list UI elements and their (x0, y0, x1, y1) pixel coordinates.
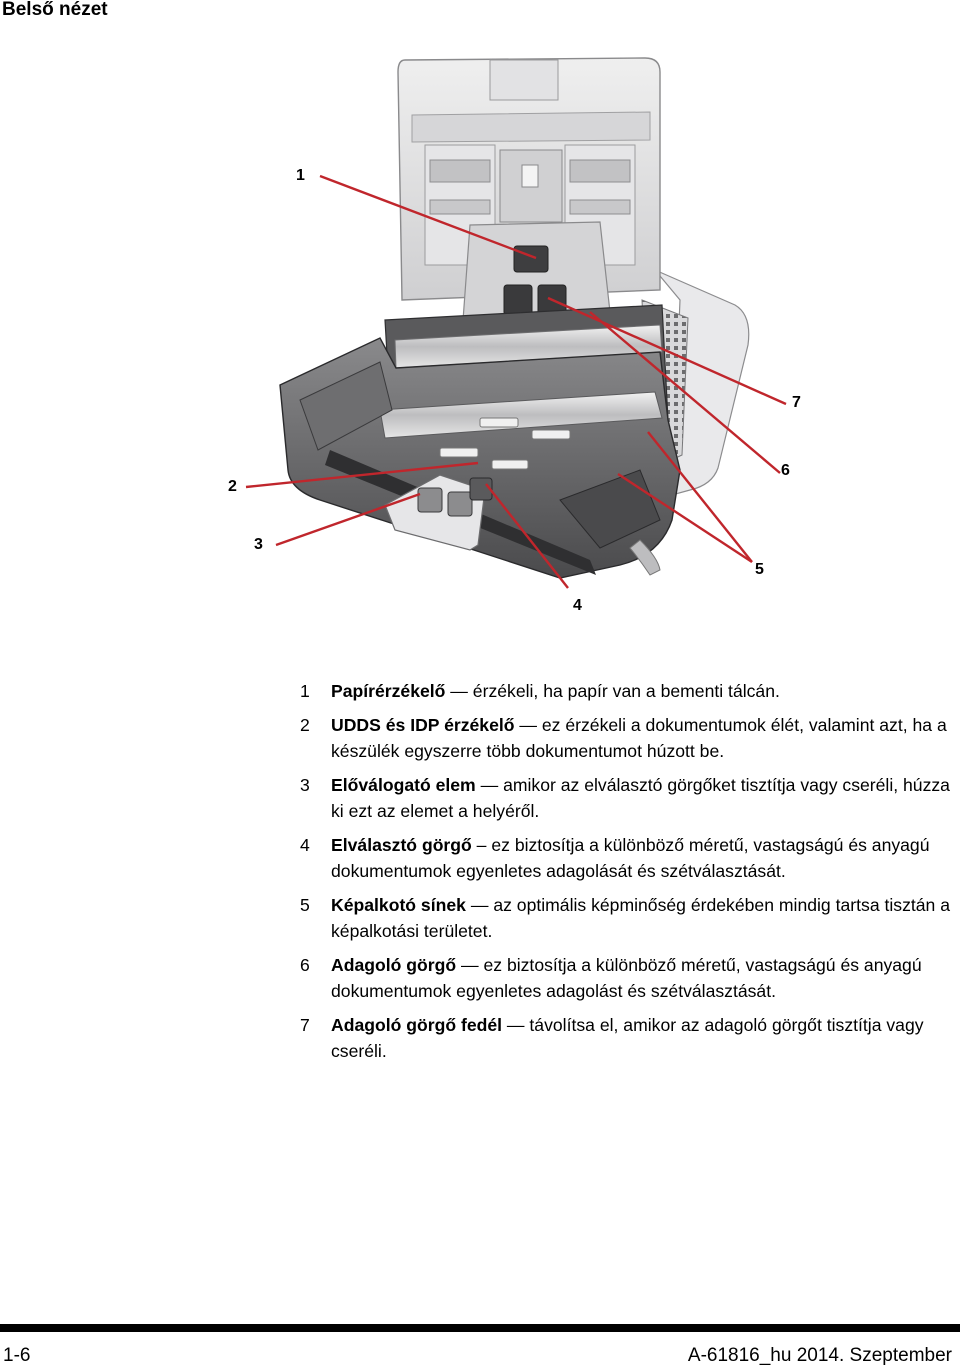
legend-description: távolítsa el, amikor az adagoló görgőt tisztítja vagy cseréli. (331, 1015, 924, 1061)
component-legend (300, 678, 950, 1072)
legend-separator: — (465, 895, 494, 915)
legend-item (300, 772, 950, 824)
callout-7: 7 (792, 394, 801, 411)
legend-separator: — (475, 775, 504, 795)
legend-number: 4 (300, 835, 310, 855)
footer-document-id: A-61816_hu 2014. Szeptember (687, 1345, 952, 1366)
legend-number: 5 (300, 895, 310, 915)
legend-term: UDDS és IDP érzékelő (331, 715, 515, 735)
legend-separator: — (456, 955, 484, 975)
legend-item (300, 678, 950, 704)
legend-description: amikor az elválasztó görgőket tisztítja vagy cseréli, húzza ki ezt az elemet a helyéről. (331, 775, 950, 821)
legend-item (300, 892, 950, 944)
legend-number: 3 (300, 775, 310, 795)
legend-number: 6 (300, 955, 310, 975)
scanner-base (280, 305, 680, 578)
legend-item (300, 952, 950, 1004)
legend-description: az optimális képminőség érdekében mindig tartsa tisztán a képalkotási területet. (331, 895, 951, 941)
legend-term: Papírérzékelő (331, 681, 446, 701)
legend-number: 2 (300, 715, 310, 735)
legend-separator: — (514, 715, 542, 735)
legend-term: Adagoló görgő (331, 955, 457, 975)
legend-description: ez biztosítja a különböző méretű, vastagságú és anyagú dokumentumok egyenletes adagolást és szétválasztását. (331, 955, 922, 1001)
legend-description: ez biztosítja a különböző méretű, vastagságú és anyagú dokumentumok egyenletes adagolását és szétválasztását. (331, 835, 930, 881)
legend-description: érzékeli, ha papír van a bementi tálcán. (472, 681, 780, 701)
legend-separator: — (502, 1015, 530, 1035)
legend-term: Adagoló görgő fedél (331, 1015, 503, 1035)
legend-term: Elválasztó görgő (331, 835, 472, 855)
callout-5: 5 (755, 561, 764, 578)
legend-term: Előválogató elem (331, 775, 476, 795)
section-title: Belső nézet (2, 0, 108, 20)
callout-1: 1 (296, 167, 305, 184)
legend-separator: – (471, 835, 492, 855)
legend-description: ez érzékeli a dokumentumok élét, valamint azt, ha a készülék egyszerre több dokumentumot húzott be. (331, 715, 947, 761)
callout-3: 3 (254, 536, 263, 553)
legend-term: Képalkotó sínek (331, 895, 466, 915)
footer-rule (0, 1324, 960, 1332)
legend-item (300, 832, 950, 884)
legend-item (300, 1012, 950, 1064)
legend-item (300, 712, 950, 764)
callout-2: 2 (228, 478, 237, 495)
legend-separator: — (445, 681, 473, 701)
footer-page-number: 1-6 (3, 1345, 31, 1366)
legend-number: 1 (300, 681, 310, 701)
scanner-interior-figure (0, 0, 960, 640)
legend-number: 7 (300, 1015, 310, 1035)
scanner-illustration (0, 0, 960, 640)
callout-6: 6 (781, 462, 790, 479)
callout-4: 4 (573, 597, 582, 614)
